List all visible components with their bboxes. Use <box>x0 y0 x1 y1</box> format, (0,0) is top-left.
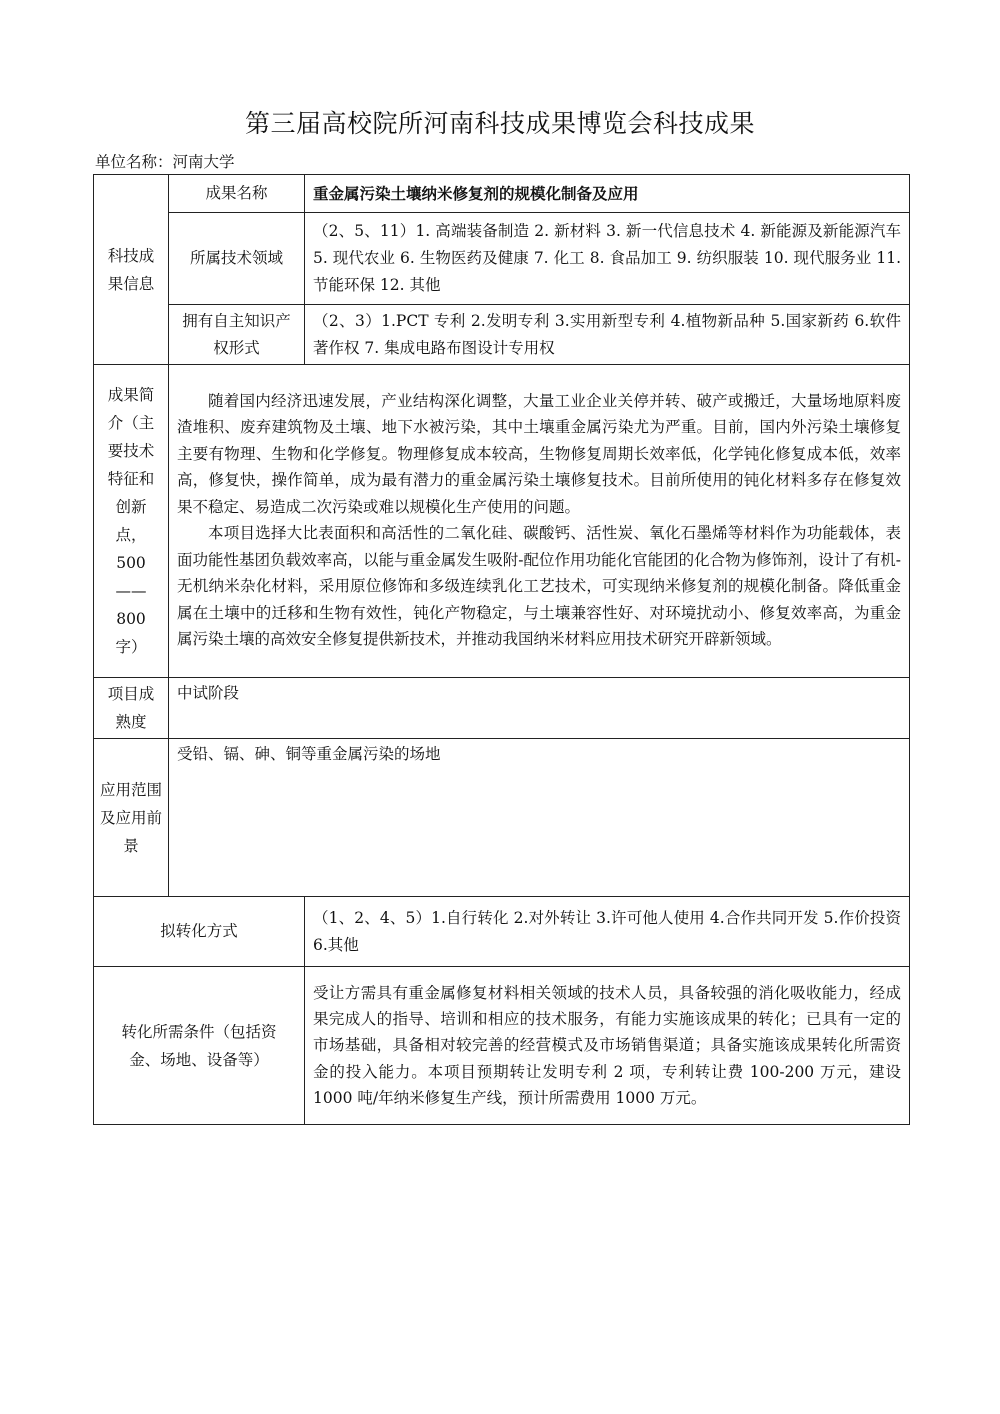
intro-content <box>169 365 910 678</box>
ip-label-text: 拥有自主知识产权形式 <box>182 311 291 357</box>
row-achievement-name <box>94 175 910 213</box>
maturity-value: 中试阶段 <box>169 678 910 739</box>
category-info-label <box>94 175 169 365</box>
unit-name: 单位名称：河南大学 <box>95 153 235 171</box>
conditions-label <box>94 967 305 1125</box>
application-label-text: 应用范围及应用前景 <box>100 780 163 855</box>
name-value: 重金属污染土壤纳米修复剂的规模化制备及应用 <box>305 175 910 213</box>
row-ip-form <box>94 305 910 365</box>
maturity-label <box>94 678 169 739</box>
field-label: 所属技术领域 <box>169 213 305 305</box>
maturity-label-text: 项目成熟度 <box>107 685 155 731</box>
application-value: 受铅、镉、砷、铜等重金属污染的场地 <box>169 739 910 897</box>
category-info-text: 科技成果信息 <box>107 246 155 293</box>
transfer-label: 拟转化方式 <box>94 897 305 967</box>
conditions-label-text: 转化所需条件（包括资金、场地、设备等） <box>121 1022 277 1069</box>
row-transfer-mode <box>94 897 910 967</box>
intro-paragraph-1: 随着国内经济迅速发展，产业结构深化调整，大量工业企业关停并转、破产或搬迁，大量场地原料废渣堆积、废弃建筑物及土壤、地下水被污染，其中土壤重金属污染尤为严重。目前，国内外污染土壤修复主要有物理、生物和化学修复。物理修复成本较高，生物修复周期长效率低，化学钝化修复成本低，效率高，修复快，操作简单，成为最有潜力的重金属污染土壤修复技术。目前所使用的钝化材料多存在修复效果不稳定、易造成二次污染或难以规模化生产使用的问题。 <box>177 391 901 516</box>
document-title: 第三届高校院所河南科技成果博览会科技成果 <box>244 109 755 138</box>
achievement-form-table <box>93 174 910 1125</box>
row-maturity <box>94 678 910 739</box>
intro-paragraph-2: 本项目选择大比表面积和高活性的二氧化硅、碳酸钙、活性炭、氧化石墨烯等材料作为功能载体，表面功能性基团负载效率高，以能与重金属发生吸附-配位作用功能化官能团的化合物为修饰剂，设计了有机-无机纳米杂化材料，采用原位修饰和多级连续乳化工艺技术，可实现纳米修复剂的规模化制备。降低重金属在土壤中的迁移和生物有效性，钝化产物稳定，与土壤兼容性好、对环境扰动小、修复效率高，为重金属污染土壤的高效安全修复提供新技术，并推动我国纳米材料应用技术研究开辟新领域。 <box>177 524 901 648</box>
row-conditions <box>94 967 910 1125</box>
conditions-value: 受让方需具有重金属修复材料相关领域的技术人员，具备较强的消化吸收能力，经成果完成人的指导、培训和相应的技术服务，有能力实施该成果的转化；已具有一定的市场基础，具备相对较完善的经营模式及市场销售渠道；具备实施该成果转化所需资金的投入能力。本项目预期转让发明专利 2 项，专利转让费 100-200 万元，建设 1000 吨/年纳米修复生产线，预计所需费用 1000 万元。 <box>305 967 910 1125</box>
name-label: 成果名称 <box>169 175 305 213</box>
intro-label <box>94 365 169 678</box>
ip-label <box>169 305 305 365</box>
application-label <box>94 739 169 897</box>
row-intro <box>94 365 910 678</box>
row-tech-field <box>94 213 910 305</box>
field-value: （2、5、11）1. 高端装备制造 2. 新材料 3. 新一代信息技术 4. 新能源及新能源汽车 5. 现代农业 6. 生物医药及健康 7. 化工 8. 食品加工 9. 纺织服装 10. 现代服务业 11. 节能环保 12. 其他 <box>305 213 910 305</box>
row-application <box>94 739 910 897</box>
transfer-value: （1、2、4、5）1.自行转化 2.对外转让 3.许可他人使用 4.合作共同开发 5.作价投资 6.其他 <box>305 897 910 967</box>
intro-label-text: 成果简介（主要技术特征和创新点，500——800字） <box>107 386 155 656</box>
ip-value: （2、3）1.PCT 专利 2.发明专利 3.实用新型专利 4.植物新品种 5.国家新药 6.软件著作权 7. 集成电路布图设计专用权 <box>305 305 910 365</box>
